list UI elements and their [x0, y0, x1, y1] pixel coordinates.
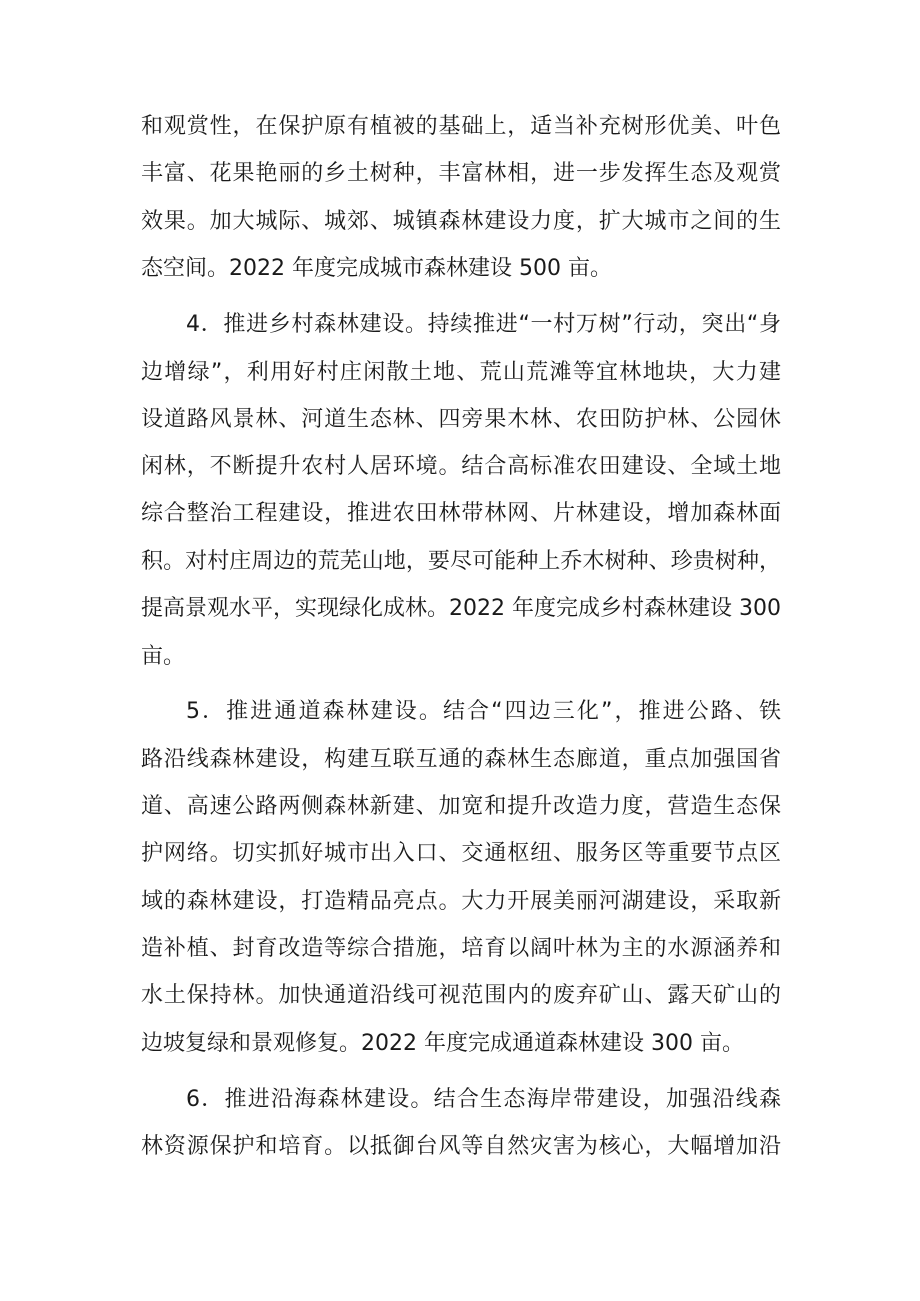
paragraph-4-first-line: 4．推进乡村森林建设。持续推进“一村万树”行动，突出“身 [186, 312, 781, 337]
text-line: 积。对村庄周边的荒芜山地，要尽可能种上乔木树种、珍贵树种， [141, 549, 781, 574]
text-line: 态空间。2022 年度完成城市森林建设 500 亩。 [141, 256, 612, 281]
text-line: 道、高速公路两侧森林新建、加宽和提升改造力度，营造生态保 [141, 794, 781, 819]
text-line: 效果。加大城际、城郊、城镇森林建设力度，扩大城市之间的生 [141, 209, 781, 234]
text-line: 综合整治工程建设，推进农田林带林网、片林建设，增加森林面 [141, 501, 781, 526]
text-line: 闲林，不断提升农村人居环境。结合高标准农田建设、全域土地 [141, 454, 781, 479]
text-line: 林资源保护和培育。以抵御台风等自然灾害为核心，大幅增加沿 [141, 1134, 781, 1159]
paragraph-5-first-line: 5．推进通道森林建设。结合“四边三化”，推进公路、铁 [186, 699, 781, 724]
text-line: 边增绿”，利用好村庄闲散土地、荒山荒滩等宜林地块，大力建 [141, 360, 781, 385]
text-line: 设道路风景林、河道生态林、四旁果木林、农田防护林、公园休 [141, 407, 781, 432]
text-line: 提高景观水平，实现绿化成林。2022 年度完成乡村森林建设 300 [141, 596, 781, 621]
text-line: 和观赏性，在保护原有植被的基础上，适当补充树形优美、叶色 [141, 114, 781, 139]
text-line: 路沿线森林建设，构建互联互通的森林生态廊道，重点加强国省 [141, 747, 781, 772]
text-line: 边坡复绿和景观修复。2022 年度完成通道森林建设 300 亩。 [141, 1031, 744, 1056]
text-line: 域的森林建设，打造精品亮点。大力开展美丽河湖建设，采取新 [141, 889, 781, 914]
text-line: 护网络。切实抓好城市出入口、交通枢纽、服务区等重要节点区 [141, 841, 781, 866]
text-line: 水土保持林。加快通道沿线可视范围内的废弃矿山、露天矿山的 [141, 983, 781, 1008]
paragraph-6-first-line: 6．推进沿海森林建设。结合生态海岸带建设，加强沿线森 [186, 1087, 781, 1112]
text-line: 亩。 [141, 644, 186, 669]
text-line: 造补植、封育改造等综合措施，培育以阔叶林为主的水源涵养和 [141, 936, 781, 961]
text-line: 丰富、花果艳丽的乡土树种，丰富林相，进一步发挥生态及观赏 [141, 161, 781, 186]
